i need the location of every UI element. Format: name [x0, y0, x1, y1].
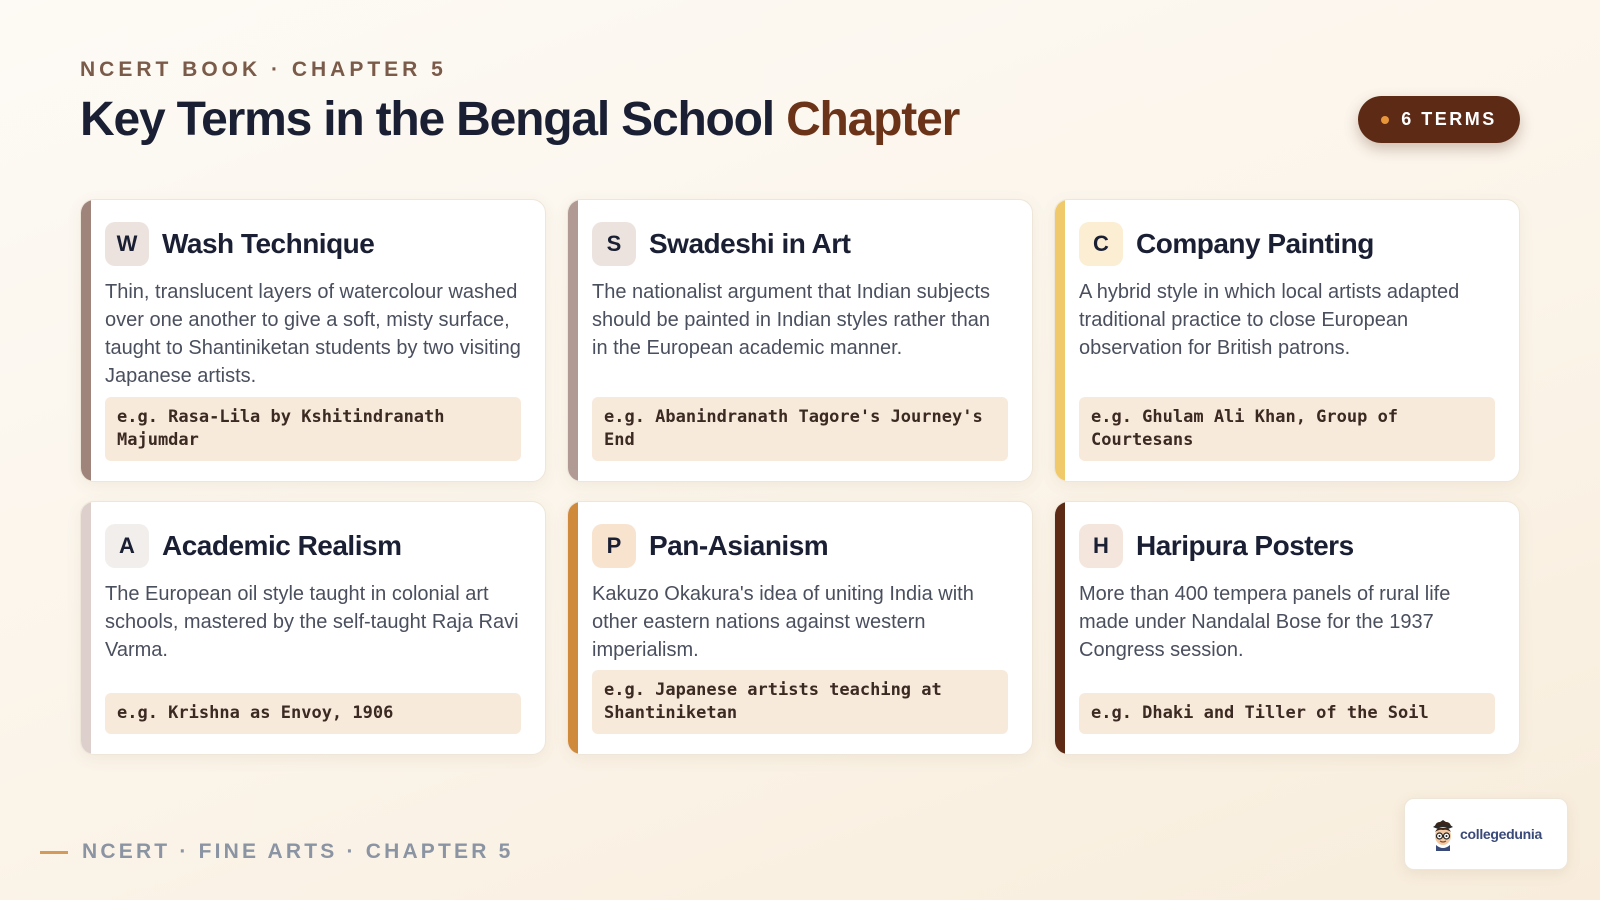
card-accent-bar — [1055, 502, 1065, 754]
card-accent-bar — [81, 200, 91, 481]
term-letter-chip: W — [105, 222, 149, 266]
term-description: The nationalist argument that Indian subjects should be painted in Indian styles rather than in the European academic manner. — [592, 281, 991, 359]
term-letter-chip: H — [1079, 524, 1123, 568]
term-letter-chip: C — [1079, 222, 1123, 266]
title-accent: Chapter — [786, 93, 960, 146]
footer-label: NCERT · FINE ARTS · CHAPTER 5 — [82, 840, 514, 863]
term-description: A hybrid style in which local artists adapted traditional practice to close European observation for British patrons. — [1079, 281, 1460, 359]
term-description: Kakuzo Okakura's idea of uniting India with other eastern nations against western imperialism. — [592, 583, 974, 661]
term-example: e.g. Japanese artists teaching at Shantiniketan — [592, 670, 1008, 734]
badge-dot-icon — [1381, 116, 1389, 124]
term-card — [567, 501, 1033, 755]
footer-rule — [40, 851, 68, 854]
card-accent-bar — [81, 502, 91, 754]
term-description: More than 400 tempera panels of rural life made under Nandalal Bose for the 1937 Congress session. — [1079, 583, 1451, 661]
term-description: The European oil style taught in colonial art schools, mastered by the self-taught Raja Ravi Varma. — [105, 583, 519, 661]
term-card — [1054, 199, 1520, 482]
term-letter-chip: S — [592, 222, 636, 266]
page-title — [80, 92, 959, 147]
term-title: Pan-Asianism — [649, 530, 829, 561]
logo-text: collegedunia — [1460, 826, 1542, 842]
term-example: e.g. Ghulam Ali Khan, Group of Courtesans — [1079, 397, 1495, 461]
term-title: Swadeshi in Art — [649, 228, 851, 259]
term-title: Company Painting — [1136, 228, 1374, 259]
terms-count-badge — [1358, 96, 1520, 143]
term-title: Academic Realism — [162, 530, 402, 561]
term-card — [1054, 501, 1520, 755]
term-card — [80, 199, 546, 482]
student-mascot-icon — [1430, 817, 1456, 851]
terms-grid — [80, 199, 1520, 755]
card-accent-bar — [1055, 200, 1065, 481]
footer — [40, 840, 514, 864]
collegedunia-logo[interactable] — [1404, 798, 1568, 870]
term-title: Haripura Posters — [1136, 530, 1354, 561]
term-card — [80, 501, 546, 755]
eyebrow: NCERT BOOK · CHAPTER 5 — [80, 58, 447, 81]
card-accent-bar — [568, 200, 578, 481]
term-example: e.g. Abanindranath Tagore's Journey's End — [592, 397, 1008, 461]
term-description: Thin, translucent layers of watercolour washed over one another to give a soft, misty surface, taught to Shantiniketan students by two visiting Japanese artists. — [105, 281, 521, 387]
badge-label: 6 TERMS — [1401, 109, 1497, 129]
title-main: Key Terms in the Bengal School — [80, 93, 774, 146]
term-example: e.g. Krishna as Envoy, 1906 — [105, 693, 521, 734]
term-card — [567, 199, 1033, 482]
card-accent-bar — [568, 502, 578, 754]
term-letter-chip: P — [592, 524, 636, 568]
term-example: e.g. Dhaki and Tiller of the Soil — [1079, 693, 1495, 734]
term-example: e.g. Rasa-Lila by Kshitindranath Majumdar — [105, 397, 521, 461]
term-letter-chip: A — [105, 524, 149, 568]
term-title: Wash Technique — [162, 228, 375, 259]
